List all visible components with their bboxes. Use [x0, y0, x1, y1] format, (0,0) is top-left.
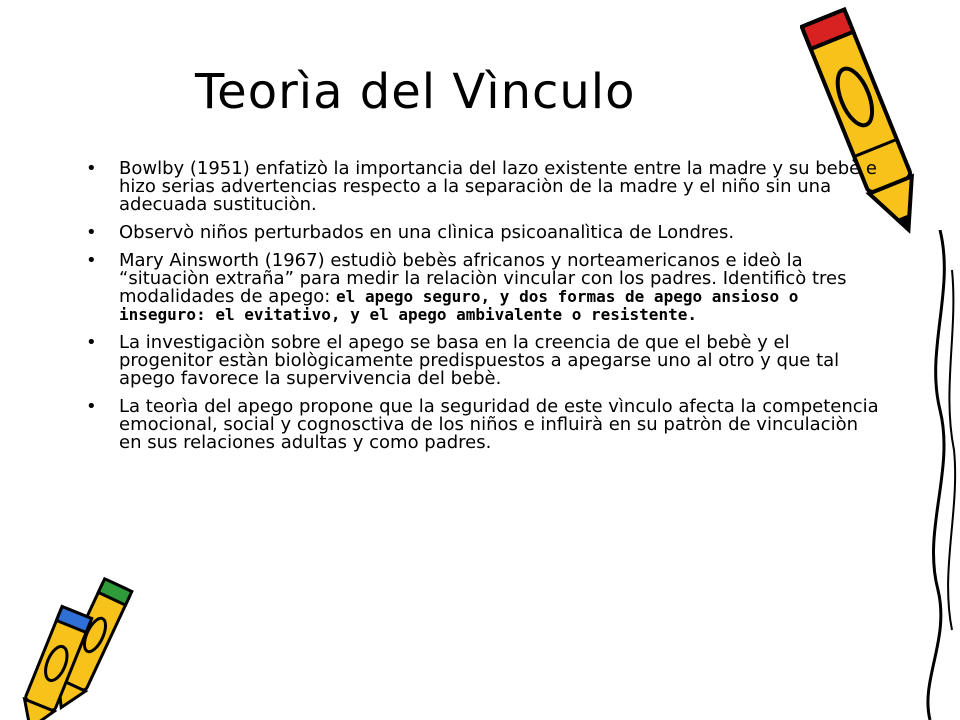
bullet-marker: •	[86, 222, 97, 243]
list-item	[86, 160, 886, 214]
wavy-edge-icon	[900, 230, 960, 720]
bullet-text: La investigaciòn sobre el apego se basa en la creencia de que el bebè y el progenitor estàn biològicamente predispuestos a apegarse uno al otro y que tal apego favorece la supervivencia del bebè.	[119, 332, 840, 389]
slide-title: Teorìa del Vìnculo	[195, 64, 636, 120]
bullet-text: Mary Ainsworth (1967) estudiò bebès africanos y norteamericanos e ideò la “situaciòn extraña” para medir la relaciòn vincular con los padres. Identificò tres modalidades de apego:	[119, 250, 847, 307]
list-item	[86, 334, 886, 388]
list-item	[86, 252, 886, 324]
bullet-text: Bowlby (1951) enfatizò la importancia del lazo existente entre la madre y su bebè e hizo serias advertencias respecto a la separaciòn de la madre y el niño sin una adecuada sustituciòn.	[119, 158, 878, 215]
bullet-marker: •	[86, 396, 97, 417]
bullet-marker: •	[86, 332, 97, 353]
bullet-marker: •	[86, 158, 97, 179]
list-item	[86, 224, 886, 242]
list-item	[86, 398, 886, 452]
bullet-list	[86, 160, 886, 462]
crayons-icon	[0, 575, 135, 720]
bullet-text: Observò niños perturbados en una clìnica psicoanalìtica de Londres.	[119, 222, 735, 243]
bullet-text: La teorìa del apego propone que la seguridad de este vìnculo afecta la competencia emocional, social y cognosctiva de los niños e influirà en su patròn de vinculaciòn en sus relaciones adultas y como padres.	[119, 396, 879, 453]
bullet-bold-text: el apego seguro, y dos formas de apego ansioso o inseguro: el evitativo, y el apego ambivalente o resistente.	[119, 287, 799, 324]
bullet-marker: •	[86, 250, 97, 271]
